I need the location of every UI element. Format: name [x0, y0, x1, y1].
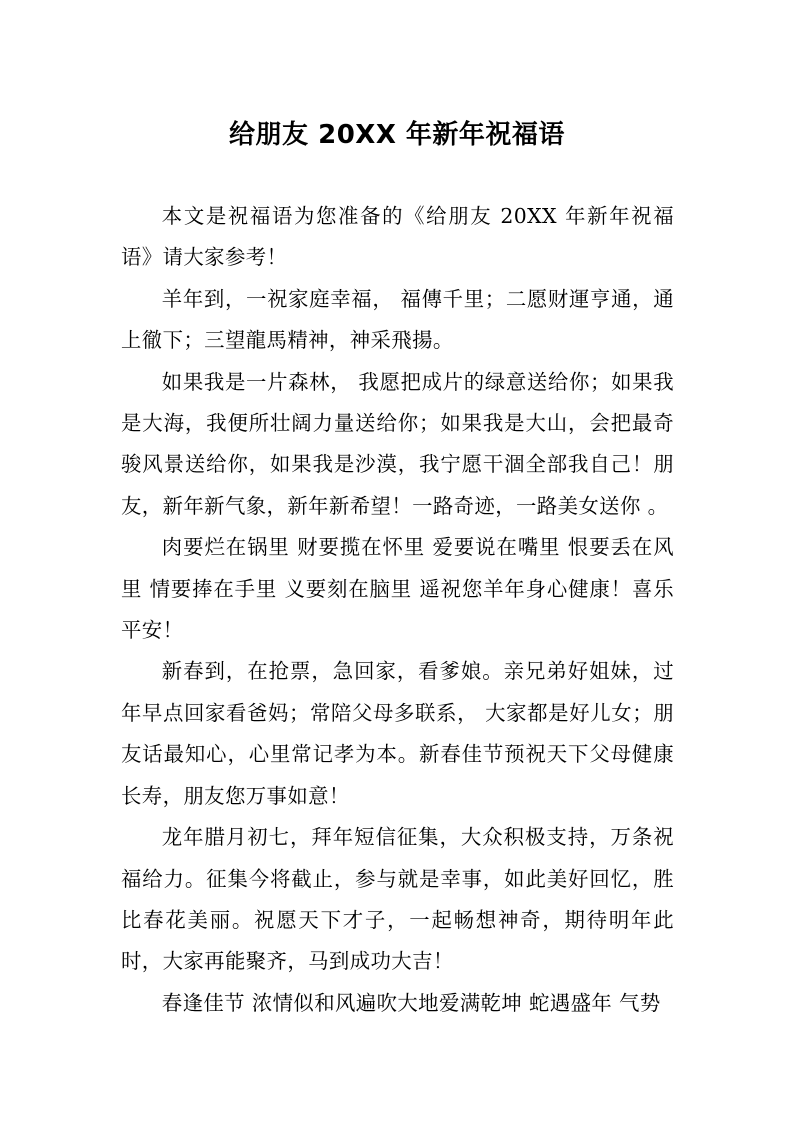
paragraph-blessing-3: 肉要烂在锅里 财要揽在怀里 爱要说在嘴里 恨要丢在风里 情要捧在手里 义要刻在脑里 遥祝您羊年身心健康！喜乐平安！ [121, 535, 674, 643]
paragraph-blessing-4: 新春到，在抢票，急回家，看爹娘。亲兄弟好姐妹，过年早点回家看爸妈；常陪父母多联系， 大家都是好儿女；朋友话最知心，心里常记孝为本。新春佳节预祝天下父母健康长寿，朋友您万事如意！ [121, 659, 674, 808]
paragraph-blessing-5: 龙年腊月初七，拜年短信征集，大众积极支持，万条祝福给力。征集今将截止，参与就是幸事，如此美好回忆，胜比春花美丽。祝愿天下才子，一起畅想神奇，期待明年此时，大家再能聚齐，马到成功大吉！ [121, 825, 674, 974]
document-title: 给朋友 20XX 年新年祝福语 [229, 120, 565, 151]
paragraph-blessing-1: 羊年到，一祝家庭幸福， 福傳千里；二愿财運亨通，通上徹下；三望龍馬精神，神采飛揚。 [121, 286, 674, 353]
paragraph-intro: 本文是祝福语为您准备的《给朋友 20XX 年新年祝福语》请大家参考！ [121, 204, 674, 270]
paragraph-blessing-2: 如果我是一片森林， 我愿把成片的绿意送给你；如果我是大海，我便所壮阔力量送给你；如果我是大山，会把最奇骏风景送给你，如果我是沙漠，我宁愿干涸全部我自己！朋友，新年新气象，新年新希望！一路奇迹，一路美女送你 。 [121, 369, 674, 518]
document-body [121, 196, 674, 1024]
paragraph-blessing-6: 春逢佳节 浓情似和风遍吹大地爱满乾坤 蛇遇盛年 气势 [161, 990, 661, 1015]
